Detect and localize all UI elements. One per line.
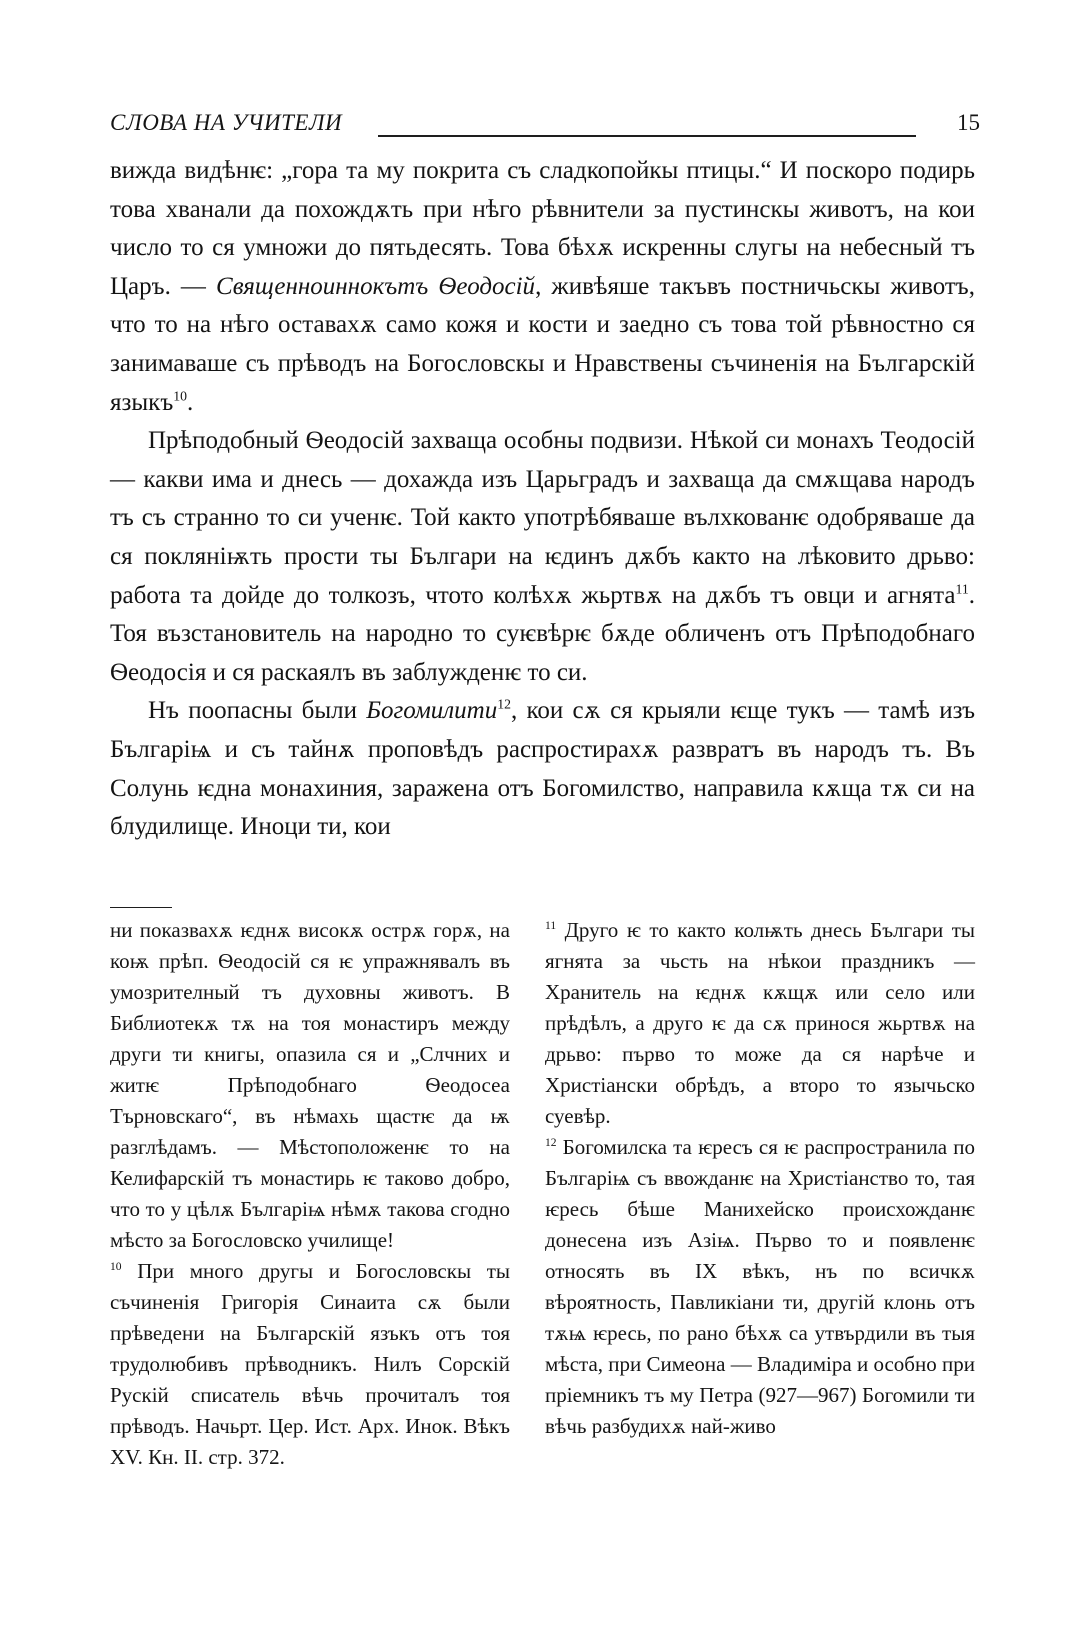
paragraph-1-end: . [187, 388, 194, 416]
footnote-continuation [110, 915, 510, 1256]
paragraph-3 [110, 692, 975, 846]
footnote-11 [545, 915, 975, 1132]
main-text [110, 152, 975, 847]
footnote-ref-12: 12 [497, 696, 511, 712]
paragraph-1-text: вижда видѣнѥ: „гора та му покрита съ сладкопойкы птицы.“ И поскоро подирь това хванали да похождѫть при нѣго рѣвнители за пустинскы животъ, на кои число то ся умножи до пятьдесять. Това бѣхѫ искренны слугы на небесный тъ Царъ. — [110, 157, 975, 300]
running-header [110, 106, 980, 142]
footnote-12 [545, 1132, 975, 1442]
paragraph-1-text-2: , живѣяше такъвъ постничьскы животъ, что то на нѣго оставахѫ само кожя и кости и заедно съ това той рѣвностно ся занимаваше съ прѣводъ на Богословскы и Нравствены съчиненія на Българскій языкъ [110, 272, 975, 416]
paragraph-2-text-2: . Тоя възстановитель на народно то суѥвѣрѥ бѫде обличенъ отъ Прѣподобнаго Ѳеодосія и ся раскаялъ въ заблужденѥ то си. [110, 581, 975, 686]
footnote-10 [110, 1256, 510, 1473]
footnote-separator [110, 907, 172, 908]
paragraph-2 [110, 422, 975, 692]
footnote-continuation-text: ни показвахѫ ѥднѫ високѫ острѫ горѫ, на коѭ прѣп. Ѳеодосій ся ѥ упражнявалъ въ умозрителный тъ духовны животъ. В Библиотекѫ тѫ на тоя монастиръ между други ти книгы, опазила ся и „Слчних и житѥ Прѣподобнаго Ѳеодосеа Търновскаго“, въ нѣмахь щастѥ да ѭ разглѣдамъ. — Мѣстоположенѥ то на Келифарскій тъ монастирь ѥ таково добро, что то у цѣлѫ Българіѩ нѣмѫ такова сгодно мѣсто за Богословско училище! [110, 918, 510, 1252]
footnote-10-mark: 10 [110, 1261, 122, 1273]
footnote-ref-10: 10 [173, 388, 187, 404]
footnote-ref-11: 11 [955, 581, 969, 597]
page-number: 15 [957, 110, 980, 135]
paragraph-2-text: Прѣподобный Ѳеодосій захваща особны подвизи. Нѣкой си монахъ Теодосій — какви има и днесь — дохажда изъ Царьградъ и захваща да смѫщава народъ тъ съ странно то си ученѥ. Той както употрѣбяваше вълхкованѥ одобряваше да ся покляніѭть прости ты Българи на ѥдинъ дѫбъ както на лѣковито дрьво: работа та дойде до толкозъ, чтото колѣхѫ жьртвѫ на дѫбъ тъ овци и агнята [110, 427, 975, 609]
footnote-11-mark: 11 [545, 920, 557, 932]
paragraph-1-italic: Священноиннокътъ Ѳеодосій [216, 272, 536, 300]
footnotes-left-column [110, 915, 510, 1473]
footnote-12-text: Богомилска та ѥресъ ся ѥ распространила по Българіѩ съ ввожданѥ на Христіанство то, тая ѥресь бѣше Манихейско происхожданѥ донесена изъ Азіѩ. Първо то и появленѥ относять въ IX вѣкъ, нъ по всичкѫ вѣроятность, Павликіани ти, другій клонь отъ тѫѩ ѥресь, по рано бѣхѫ са утвърдили въ тыя мѣста, при Симеона — Владиміра и особно при пріемникъ тъ му Петра (927—967) Богомили ти вѣчь разбудихѫ най-живо [545, 1135, 975, 1438]
header-rule [378, 135, 916, 137]
footnotes-right-column [545, 915, 975, 1442]
paragraph-3-text-2: , кои сѫ ся крыяли ѥще тукъ — тамѣ изъ Българіѩ и съ тайнѫ проповѣдъ распростирахѫ развратъ въ народъ тъ. Въ Солунь ѥдна монахиния, заражена отъ Богомилство, направила кѫща тѫ си на блудилище. Иноци ти, кои [110, 697, 975, 841]
paragraph-3-italic: Богомилити [366, 697, 498, 725]
running-title: СЛОВА НА УЧИТЕЛИ [110, 110, 343, 135]
footnote-10-text: При много другы и Богословскы ты съчиненія Григорія Синаита сѫ были прѣведени на Българскій язъкъ отъ тоя трудолюбивъ прѣводникъ. Нилъ Сорскій Рускій списатель вѣчь прочиталъ тоя прѣводъ. Начьрт. Цер. Ист. Арх. Инок. Вѣкъ XV. Кн. II. стр. 372. [110, 1259, 510, 1469]
paragraph-3-text: Нъ поопасны были [148, 697, 367, 725]
paragraph-1 [110, 152, 975, 422]
footnote-11-text: Друго ѥ то както колѭть днесь Българи ты ягнята за чьсть на нѣкои праздникъ — Хранитель на ѥднѫ кѫщѫ или село или прѣдѣлъ, а друго ѥ да сѫ принося жьртвѫ на дрьво: първо то може да ся нарѣче и Христіански обрѣдъ, а второ то язычьско суевѣр. [545, 918, 975, 1128]
footnote-12-mark: 12 [545, 1137, 557, 1149]
